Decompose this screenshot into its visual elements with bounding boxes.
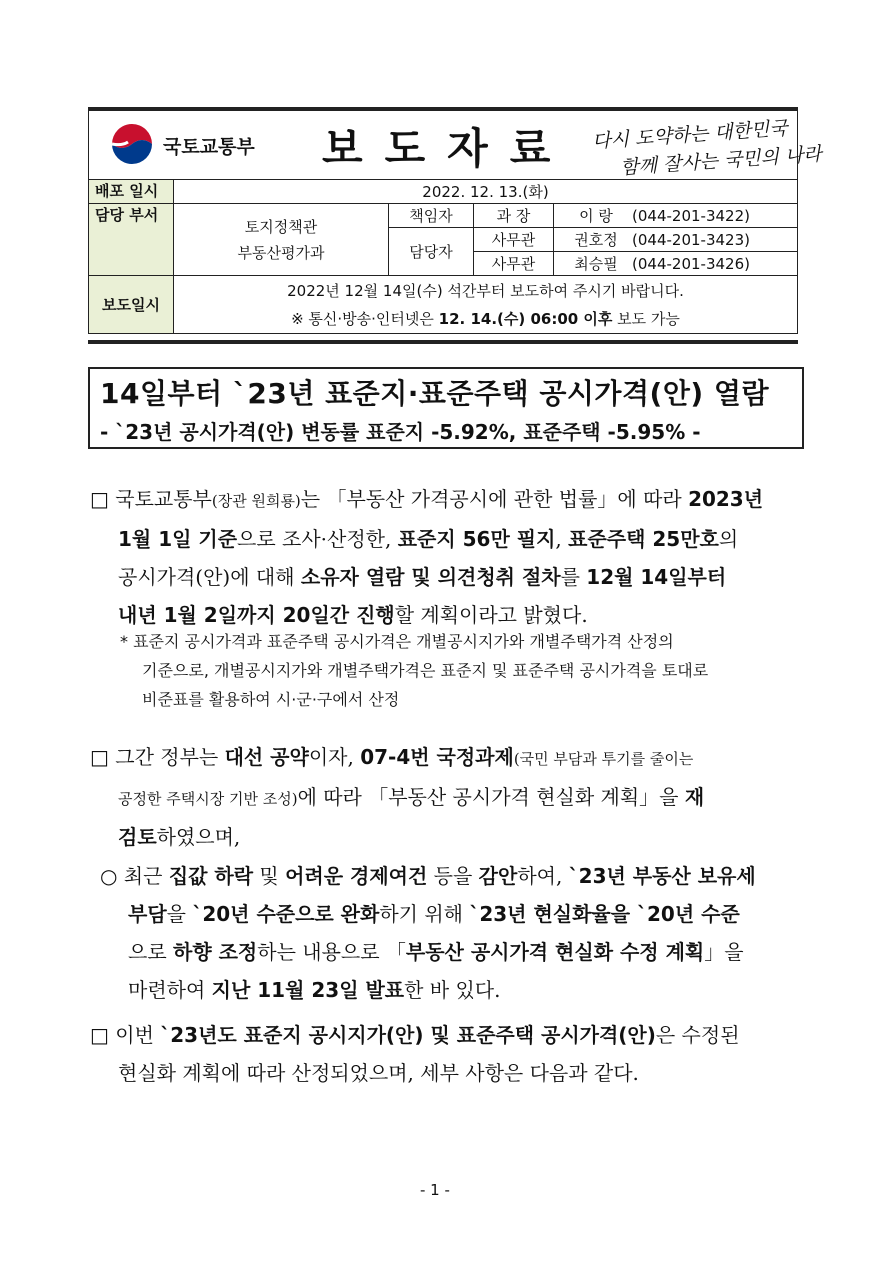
text: 의 [718, 527, 739, 551]
contact-role: 과 장 [474, 204, 554, 228]
text: 으로 [128, 940, 173, 964]
bold-text: `23년 현실화율을 `20년 수준 [469, 902, 740, 926]
p1-line-3 [90, 558, 763, 596]
text: 를 [560, 565, 587, 589]
text: 」을 [704, 940, 744, 964]
contact-phone: (044-201-3423) [632, 231, 750, 249]
release-post: 보도 가능 [612, 309, 680, 328]
headline-subtitle: - `23년 공시가격(안) 변동률 표준지 -5.92%, 표준주택 -5.95% - [100, 420, 701, 444]
bold-text: 하향 조정 [173, 940, 258, 964]
bold-text: 내년 1월 2일까지 20일간 진행 [118, 603, 395, 627]
bold-text: 소유자 열람 및 의견청취 절차 [300, 565, 561, 589]
text: 할 계획이라고 밝혔다. [394, 603, 588, 627]
text: 으로 조사·산정한, [237, 527, 398, 551]
bold-text: 1월 1일 기준 [118, 527, 238, 551]
text: 공시가격(안)에 대해 [118, 565, 301, 589]
p3-line-3 [100, 933, 756, 971]
release-line-2 [180, 305, 791, 333]
contact-role: 사무관 [474, 228, 554, 252]
bold-text: 표준주택 25만호 [568, 527, 719, 551]
text: 은 수정된 [655, 1023, 740, 1047]
paragraph-1 [90, 480, 763, 634]
bold-text: 검토 [118, 825, 157, 849]
paragraph-4 [90, 1016, 740, 1092]
p2-line-1 [90, 738, 704, 778]
text: 및 [253, 864, 286, 888]
bold-text: 2023년 [688, 487, 764, 511]
release-cell [174, 276, 798, 334]
bold-text: 집값 하락 [168, 864, 254, 888]
text: 공정한 주택시장 기반 조성) [118, 790, 298, 808]
bold-text: 어려운 경제여건 [285, 864, 428, 888]
bold-text: 부담 [128, 902, 167, 926]
dept-line-1: 토지정책관 [244, 217, 318, 236]
table-bottom-rule [88, 340, 798, 344]
dept-label: 담당 부서 [89, 204, 174, 276]
text: 등을 [427, 864, 479, 888]
p4-line-2: 현실화 계획에 따라 산정되었으며, 세부 사항은 다음과 같다. [118, 1061, 639, 1085]
contact-name: 최승필 [574, 255, 618, 273]
text: 하여, [517, 864, 569, 888]
text: 는 「부동산 가격공시에 관한 법률」에 따라 [300, 487, 689, 511]
dist-value: 2022. 12. 13.(화) [174, 180, 798, 204]
p1-line-1 [90, 480, 763, 520]
dist-label: 배포 일시 [89, 180, 174, 204]
contact-name: 이 랑 [579, 207, 613, 225]
bold-text: 감안 [478, 864, 518, 888]
contact-name: 권호정 [574, 231, 618, 249]
bold-text: `20년 수준으로 완화 [192, 902, 380, 926]
info-table [88, 179, 798, 334]
release-time: 12. 14.(수) 06:00 이후 [438, 309, 613, 328]
text: ○ 최근 [100, 864, 169, 888]
contact-name-phone [554, 252, 798, 276]
paragraph-3 [100, 857, 756, 1009]
text: (국민 부담과 투기를 줄이는 [513, 750, 694, 768]
p3-line-2 [100, 895, 756, 933]
text: □ 국토교통부 [90, 487, 212, 511]
text: , [555, 527, 569, 551]
p1-line-2 [90, 520, 763, 558]
bold-text: `23년 부동산 보유세 [568, 864, 756, 888]
release-pre: ※ 통신·방송·인터넷은 [291, 309, 439, 328]
text: (장관 원희룡) [211, 492, 301, 510]
release-label: 보도일시 [89, 276, 174, 334]
contact-name-phone [554, 204, 798, 228]
bold-text: 재 [684, 785, 705, 809]
p2-line-2 [90, 778, 704, 818]
footnote [120, 627, 708, 714]
bold-text: 12월 14일부터 [586, 565, 727, 589]
slogan-line-1: 다시 도약하는 대한민국 [591, 117, 789, 153]
bold-text: `23년도 표준지 공시지가(안) 및 표준주택 공시가격(안) [160, 1023, 656, 1047]
text: 에 따라 「부동산 공시가격 현실화 계획」을 [297, 785, 685, 809]
p3-line-1 [100, 857, 756, 895]
contact-phone: (044-201-3426) [632, 255, 750, 273]
government-logo-icon [108, 122, 156, 166]
headline-title: 14일부터 `23년 표준지·표준주택 공시가격(안) 열람 [100, 377, 770, 410]
text: 하는 내용으로 「 [257, 940, 406, 964]
contact-name-phone [554, 228, 798, 252]
text: 이자, [308, 745, 361, 769]
contact-phone: (044-201-3422) [632, 207, 750, 225]
ministry-name: 국토교통부 [163, 136, 255, 158]
contact-role: 사무관 [474, 252, 554, 276]
bold-text: 지난 11월 23일 발표 [211, 978, 405, 1002]
text: 하기 위해 [379, 902, 470, 926]
p3-line-4 [100, 971, 756, 1009]
text: □ 그간 정부는 [90, 745, 225, 769]
bold-text: 대선 공약 [224, 745, 309, 769]
bold-text: 07-4번 국정과제 [360, 745, 514, 769]
staff-label: 담당자 [389, 228, 474, 276]
note-line-1: * 표준지 공시가격과 표준주택 공시가격은 개별공시지가와 개별주택가격 산정의 [120, 632, 674, 651]
note-line-2: 기준으로, 개별공시지가와 개별주택가격은 표준지 및 표준주택 공시가격을 토대로 [142, 661, 709, 680]
p4-line-1 [90, 1016, 740, 1054]
note-line-3: 비준표를 활용하여 시·군·구에서 산정 [142, 690, 400, 709]
text: 마련하여 [128, 978, 212, 1002]
dept-cell [174, 204, 389, 276]
release-line-1: 2022년 12월 14일(수) 석간부터 보도하여 주시기 바랍니다. [287, 281, 684, 300]
bold-text: 표준지 56만 필지 [397, 527, 556, 551]
page-number: - 1 - [420, 1181, 450, 1199]
p2-line-3 [90, 818, 704, 856]
text: □ 이번 [90, 1023, 161, 1047]
slogan-line-2: 함께 잘사는 국민의 나라 [619, 142, 823, 180]
resp-label: 책임자 [389, 204, 474, 228]
bold-text: 부동산 공시가격 현실화 수정 계획 [405, 940, 705, 964]
paragraph-2 [90, 738, 704, 856]
dept-line-2: 부동산평가과 [237, 243, 325, 262]
text: 한 바 있다. [404, 978, 501, 1002]
text: 하였으며, [156, 825, 241, 849]
text: 을 [166, 902, 193, 926]
page-title: 보도자료 [322, 124, 573, 173]
